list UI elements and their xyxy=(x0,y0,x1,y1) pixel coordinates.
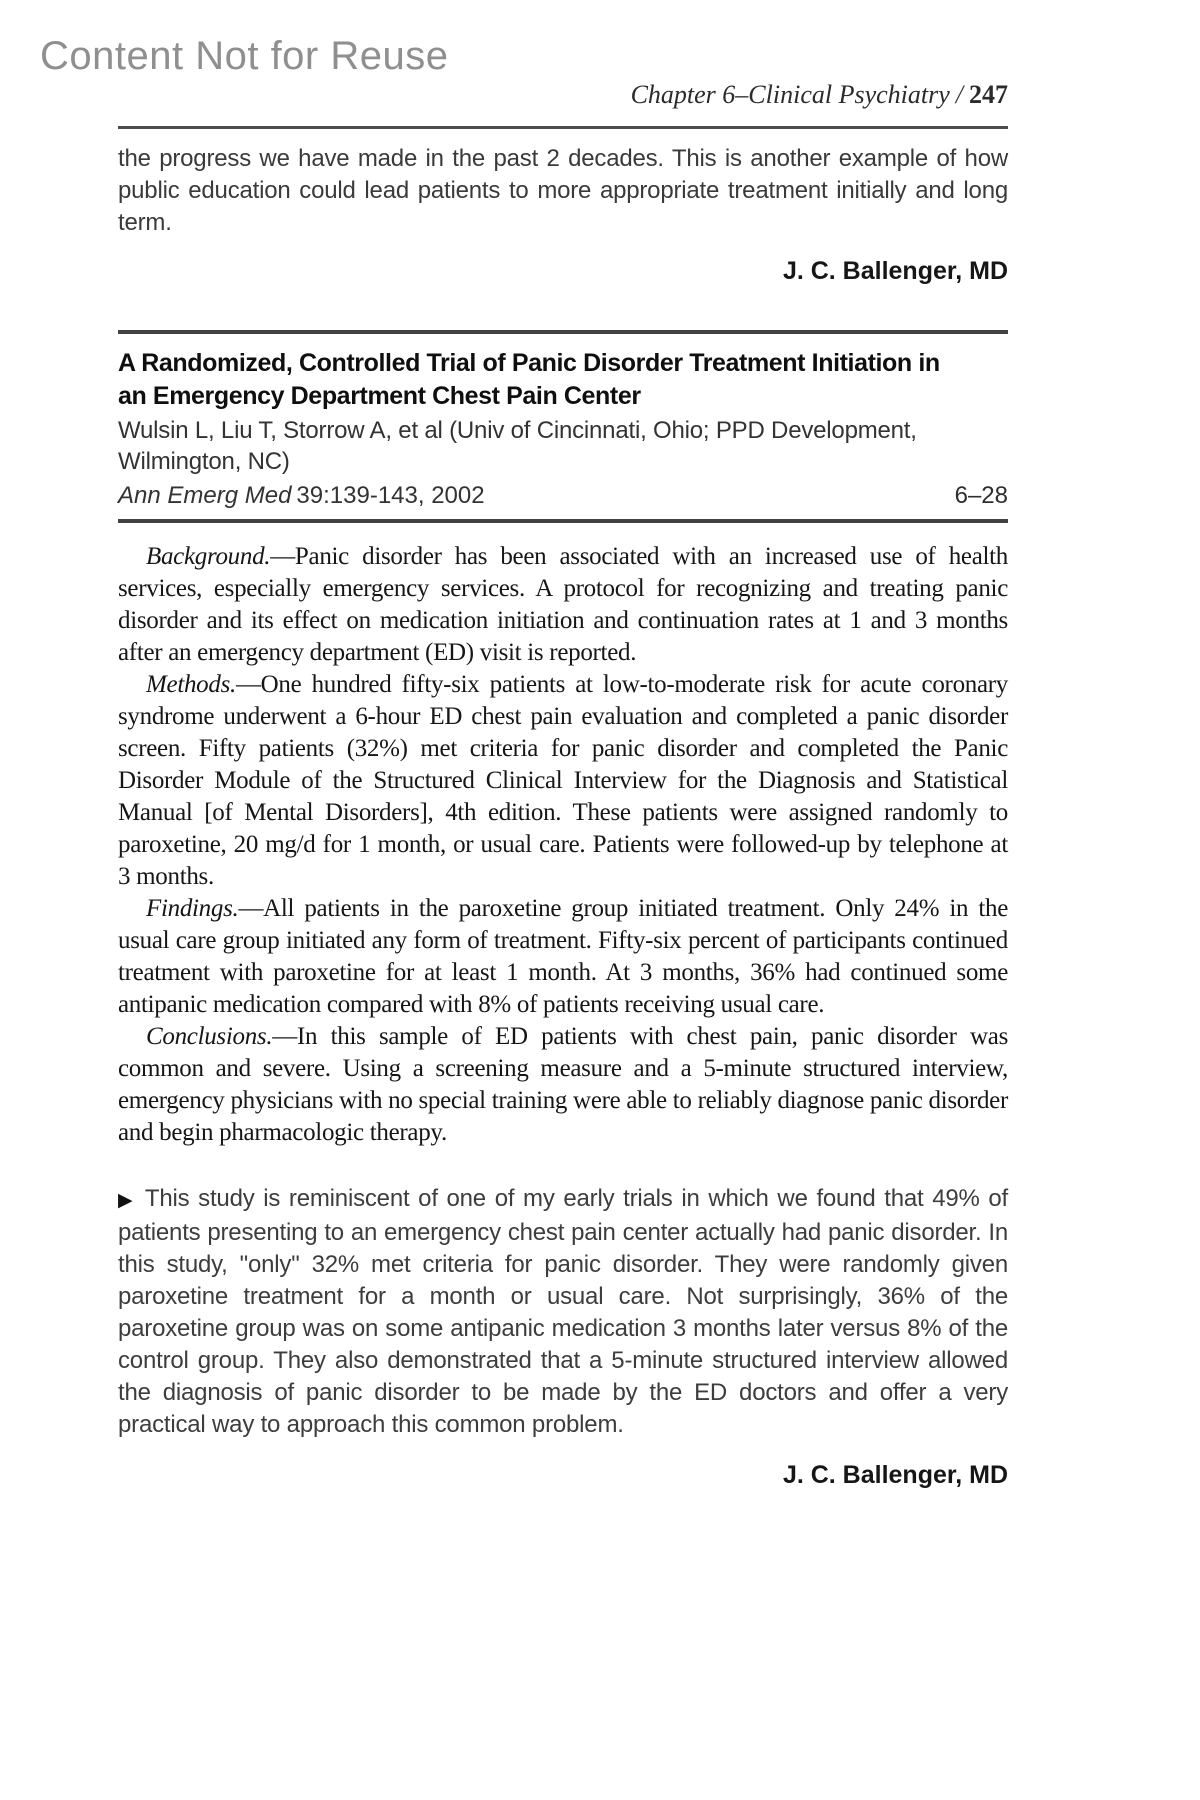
content-not-for-reuse-watermark: Content Not for Reuse xyxy=(40,34,449,78)
running-head-separator: / xyxy=(955,80,963,109)
article-title-line-1: A Randomized, Controlled Trial of Panic Disorder Treatment Initiation in xyxy=(118,349,940,377)
header-rule xyxy=(118,126,1008,129)
abstract-text-methods: One hundred fifty-six patients at low-to-moderate risk for acute coronary syndrome underwent a 6-hour ED chest pain evaluation and completed a panic disorder screen. Fifty patients (32%) met criteria for panic disorder and completed the Panic Disorder Module of the Structured Clinical Interview for the Diagnosis and Statistical Manual [of Mental Disorders], 4th edition. These patients were assigned randomly to paroxetine, 20 mg/d for 1 month, or usual care. Patients were followed-up by telephone at 3 months. xyxy=(118,671,1008,890)
abstract-label-background: Background. xyxy=(146,543,271,570)
running-head-chapter: Chapter 6–Clinical Psychiatry xyxy=(630,80,950,109)
abstract-section xyxy=(118,541,1008,1149)
abstract-text-conclusions: In this sample of ED patients with chest pain, panic disorder was common and severe. Using a screening measure and a 5-minute structured interview, emergency physicians with no special training were able to reliably diagnose panic disorder and begin pharmacologic therapy. xyxy=(118,1023,1008,1146)
label-dash: — xyxy=(238,895,264,922)
commentary-arrow-icon: ▶ xyxy=(118,1190,135,1211)
abstract-paragraph-findings xyxy=(118,893,1008,1021)
article-top-rule xyxy=(118,330,1008,334)
abstract-label-findings: Findings. xyxy=(146,895,239,922)
abstract-label-methods: Methods. xyxy=(146,671,236,698)
article-authors-line-1: Wulsin L, Liu T, Storrow A, et al (Univ of Cincinnati, Ohio; PPD Development, xyxy=(118,417,917,444)
abstract-paragraph-background xyxy=(118,541,1008,669)
carryover-paragraph: the progress we have made in the past 2 decades. This is another example of how public education could lead patients to more appropriate treatment initially and long term. xyxy=(118,145,1008,236)
abstract-text-background: Panic disorder has been associated with an increased use of health services, especially emergency services. A protocol for recognizing and treating panic disorder and its effect on medication initiation and continuation rates at 1 and 3 months after an emergency department (ED) visit is reported. xyxy=(118,543,1008,666)
article-authors-line-2: Wilmington, NC) xyxy=(118,448,290,475)
commentary-paragraph xyxy=(118,1183,1008,1441)
carryover-signature: J. C. Ballenger, MD xyxy=(782,257,1008,285)
journal-row xyxy=(118,481,1008,511)
article-title-line-2: an Emergency Department Chest Pain Center xyxy=(118,382,641,410)
page-number: 247 xyxy=(969,80,1008,109)
journal-reference xyxy=(118,481,485,511)
abstract-paragraph-conclusions xyxy=(118,1021,1008,1149)
abstract-text-findings: All patients in the paroxetine group initiated treatment. Only 24% in the usual care group initiated any form of treatment. Fifty-six percent of participants continued treatment with paroxetine for at least 1 month. At 3 months, 36% had continued some antipanic medication compared with 8% of patients receiving usual care. xyxy=(118,895,1008,1018)
abstract-top-rule xyxy=(118,519,1008,523)
article-title xyxy=(118,347,1008,413)
commentary-text: This study is reminiscent of one of my early trials in which we found that 49% of patients presenting to an emergency chest pain center actually had panic disorder. In this study, "only" 32% met criteria for panic disorder. They were randomly given paroxetine treatment for a month or usual care. Not surprisingly, 36% of the paroxetine group was on some antipanic medication 3 months later versus 8% of the control group. They also demonstrated that a 5-minute structured interview allowed the diagnosis of panic disorder to be made by the ED doctors and offer a very practical way to approach this common problem. xyxy=(118,1185,1008,1438)
abstract-paragraph-methods xyxy=(118,669,1008,893)
article-authors xyxy=(118,415,1008,477)
abstract-label-conclusions: Conclusions. xyxy=(146,1023,273,1050)
label-dash: — xyxy=(270,543,295,570)
commentary-section xyxy=(118,1183,1008,1490)
journal-citation: 39:139-143, 2002 xyxy=(296,482,485,509)
journal-name: Ann Emerg Med xyxy=(118,482,292,509)
running-head xyxy=(118,0,1008,110)
abstract-number: 6–28 xyxy=(954,482,1008,509)
label-dash: — xyxy=(235,671,261,698)
commentary-signature: J. C. Ballenger, MD xyxy=(782,1461,1008,1489)
page-content xyxy=(118,0,1008,1490)
label-dash: — xyxy=(272,1023,297,1050)
